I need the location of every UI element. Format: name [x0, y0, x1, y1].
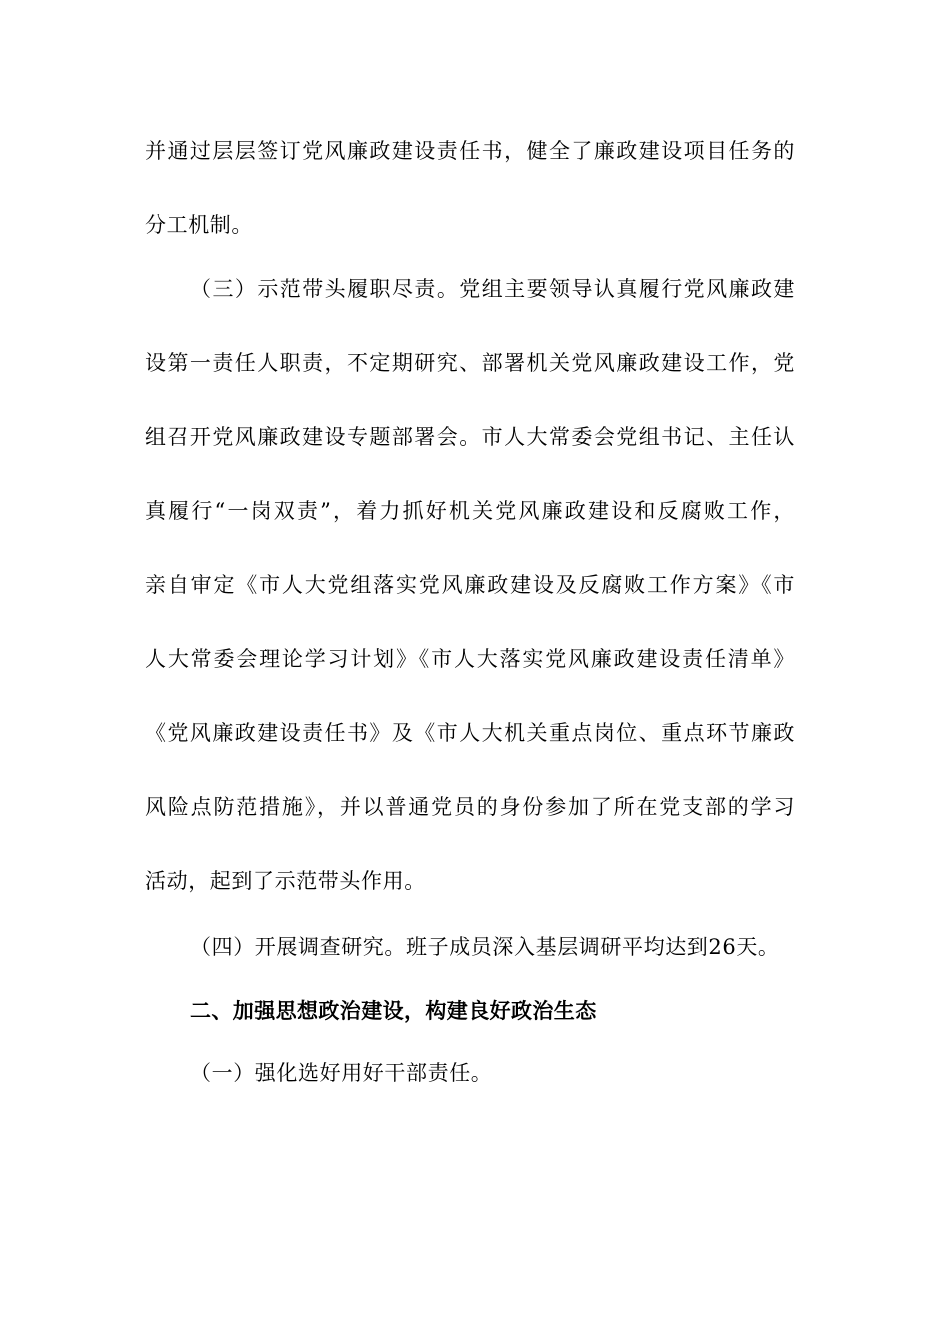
body-text-line: 亲自审定《市人大党组落实党风廉政建设及反腐败工作方案》《市 [145, 573, 795, 597]
body-text-line: 设第一责任人职责，不定期研究、部署机关党风廉政建设工作，党 [145, 351, 795, 375]
body-text-line: 活动，起到了示范带头作用。 [145, 869, 426, 893]
body-text-line: 《党风廉政建设责任书》及《市人大机关重点岗位、重点环节廉政 [145, 721, 795, 745]
body-text-line: 组召开党风廉政建设专题部署会。市人大常委会党组书记、主任认 [145, 425, 795, 449]
subsection-heading: （一）强化选好用好干部责任。 [190, 1061, 493, 1085]
paragraph-start-line: （三）示范带头履职尽责。党组主要领导认真履行党风廉政建 [190, 277, 795, 301]
body-text-line: 分工机制。 [145, 213, 253, 237]
paragraph-start-line: （四）开展调查研究。班子成员深入基层调研平均达到26天。 [190, 935, 780, 959]
body-text-line: 风险点防范措施》，并以普通党员的身份参加了所在党支部的学习 [145, 795, 795, 819]
body-text-line: 人大常委会理论学习计划》《市人大落实党风廉政建设责任清单》 [145, 647, 795, 671]
section-heading: 二、加强思想政治建设，构建良好政治生态 [190, 999, 597, 1023]
body-text-line: 真履行“一岗双责”，着力抓好机关党风廉政建设和反腐败工作， [145, 499, 795, 523]
body-text-line: 并通过层层签订党风廉政建设责任书，健全了廉政建设项目任务的 [145, 139, 795, 163]
